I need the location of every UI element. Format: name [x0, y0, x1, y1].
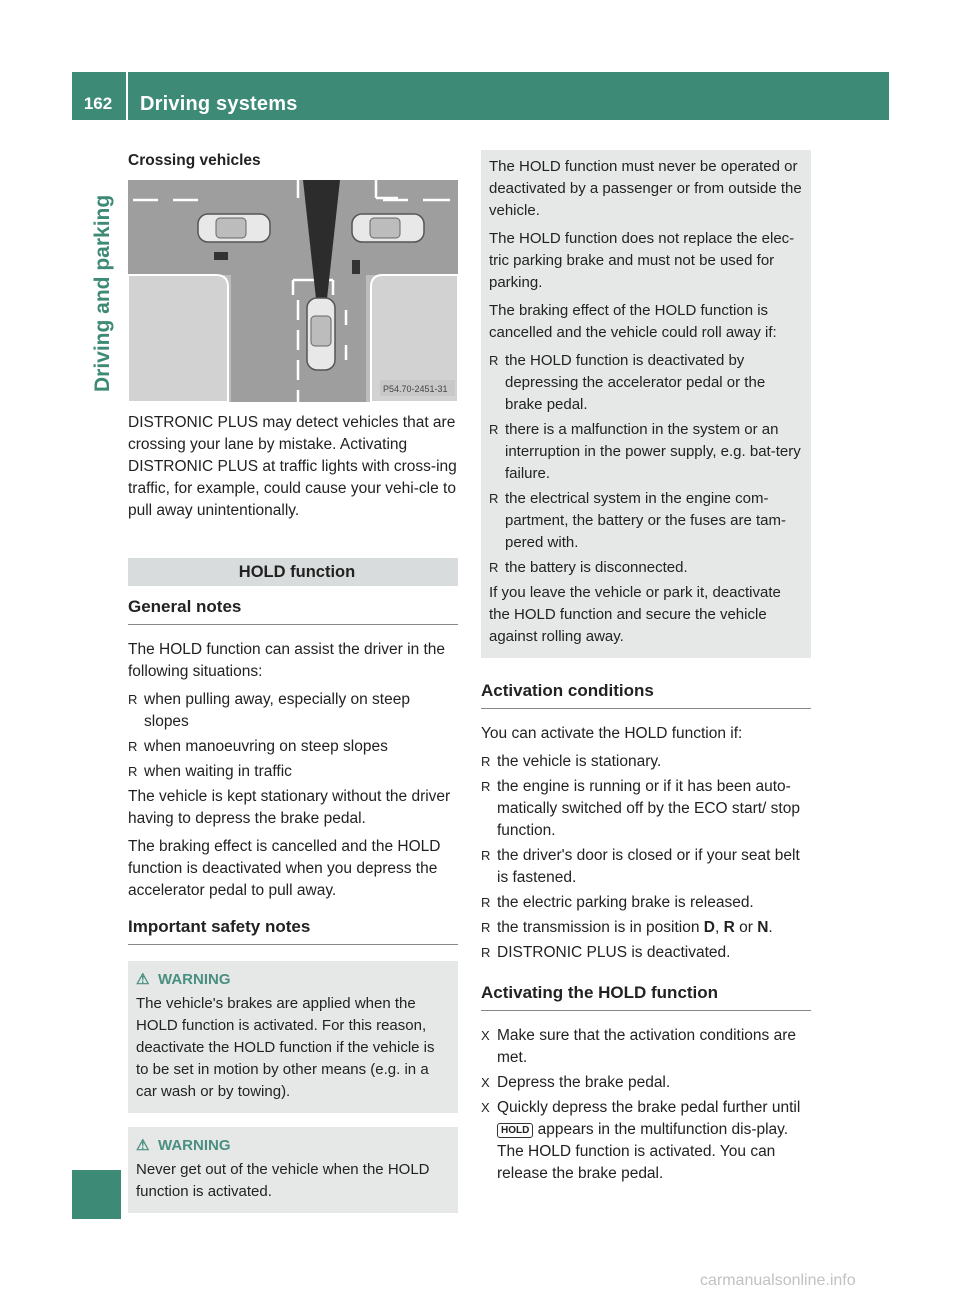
note-paragraph: The braking effect of the HOLD function is cancelled and the vehicle could roll away if: — [489, 302, 777, 341]
crossing-vehicles-heading: Crossing vehicles — [128, 152, 261, 169]
warning-box: ⚠ WARNING Never get out of the vehicle when the HOLD function is activated. — [128, 1127, 458, 1213]
arrow-icon: X — [481, 1100, 490, 1115]
list-item: R when waiting in traffic — [128, 763, 292, 780]
watermark: carmanualsonline.info — [700, 1272, 856, 1289]
activation-conditions-heading: Activation conditions — [481, 680, 811, 709]
step-item: X Quickly depress the brake pedal further until HOLD appears in the multifunction dis-play. The HOLD function is activated. You can release the brake pedal. — [481, 1099, 801, 1182]
crossing-illustration — [128, 180, 458, 402]
step-item: X Make sure that the activation conditions are met. — [481, 1027, 796, 1066]
note-box — [481, 150, 811, 658]
side-section-title: Driving and parking — [91, 194, 114, 392]
crossing-text: DISTRONIC PLUS may detect vehicles that are crossing your lane by mistake. Activating DISTRONIC PLUS at traffic lights with cross-ing traffic, for example, could cause your vehi-cle to pull away unintentionally. — [128, 414, 457, 519]
arrow-icon: X — [481, 1028, 490, 1043]
arrow-icon: X — [481, 1075, 490, 1090]
warning-text: Never get out of the vehicle when the HOLD function is activated. — [136, 1161, 430, 1200]
header-divider — [126, 72, 128, 120]
braking-text: The braking effect is cancelled and the HOLD function is deactivated when you depress the accelerator pedal to pull away. — [128, 838, 441, 899]
left-column — [128, 150, 458, 1213]
list-item: R when pulling away, especially on steep slopes — [128, 691, 410, 730]
crossing-vehicles-figure — [128, 180, 458, 402]
page-title: Driving systems — [140, 93, 298, 115]
warning-triangle-icon: ⚠ — [136, 971, 150, 988]
list-item: R the engine is running or if it has been auto-matically switched off by the ECO start/ stop function. — [481, 778, 800, 839]
note-paragraph: If you leave the vehicle or park it, deactivate the HOLD function and secure the vehicle against rolling away. — [489, 584, 781, 645]
list-item: R the driver's door is closed or if your seat belt is fastened. — [481, 847, 800, 886]
hold-indicator-icon: HOLD — [497, 1123, 533, 1138]
list-item: R the battery is disconnected. — [489, 559, 688, 576]
list-item: R the transmission is in position D, R or N. — [481, 919, 773, 936]
list-item: R when manoeuvring on steep slopes — [128, 738, 388, 755]
right-column — [481, 150, 811, 1188]
activation-intro: You can activate the HOLD function if: — [481, 725, 743, 742]
figure-code: P54.70-2451-31 — [383, 384, 448, 394]
general-notes-heading: General notes — [128, 596, 458, 625]
side-tab-marker — [72, 1170, 121, 1219]
list-item: R the electrical system in the engine com-partment, the battery or the fuses are tam-pered with. — [489, 490, 786, 551]
hold-function-section: HOLD function — [128, 558, 458, 586]
warning-text: The vehicle's brakes are applied when the HOLD function is activated. For this reason, deactivate the HOLD function if the vehicle is to be set in motion by other means (e.g. in a car wash or by towing). — [136, 995, 435, 1100]
warning-triangle-icon: ⚠ — [136, 1137, 150, 1154]
list-item: R the electric parking brake is released. — [481, 894, 754, 911]
list-item: R the HOLD function is deactivated by depressing the accelerator pedal or the brake pedal. — [489, 352, 766, 413]
general-intro: The HOLD function can assist the driver in the following situations: — [128, 641, 446, 680]
safety-notes-heading: Important safety notes — [128, 916, 458, 945]
note-paragraph: The HOLD function does not replace the elec-tric parking brake and must not be used for parking. — [489, 230, 795, 291]
list-item: R the vehicle is stationary. — [481, 753, 662, 770]
stationary-text: The vehicle is kept stationary without the driver having to depress the brake pedal. — [128, 788, 451, 827]
note-paragraph: The HOLD function must never be operated or deactivated by a passenger or from outside the vehicle. — [489, 158, 802, 219]
list-item: R DISTRONIC PLUS is deactivated. — [481, 944, 731, 961]
step-item: X Depress the brake pedal. — [481, 1072, 811, 1094]
activating-heading: Activating the HOLD function — [481, 982, 811, 1011]
warning-box: ⚠ WARNING The vehicle's brakes are applied when the HOLD function is activated. For this reason, deactivate the HOLD function if the vehicle is to be set in motion by other means (e.g. in a car wash or by towing). — [128, 961, 458, 1113]
page-number: 162 — [83, 94, 113, 113]
list-item: R there is a malfunction in the system or an interruption in the power supply, e.g. bat-tery failure. — [489, 421, 801, 482]
